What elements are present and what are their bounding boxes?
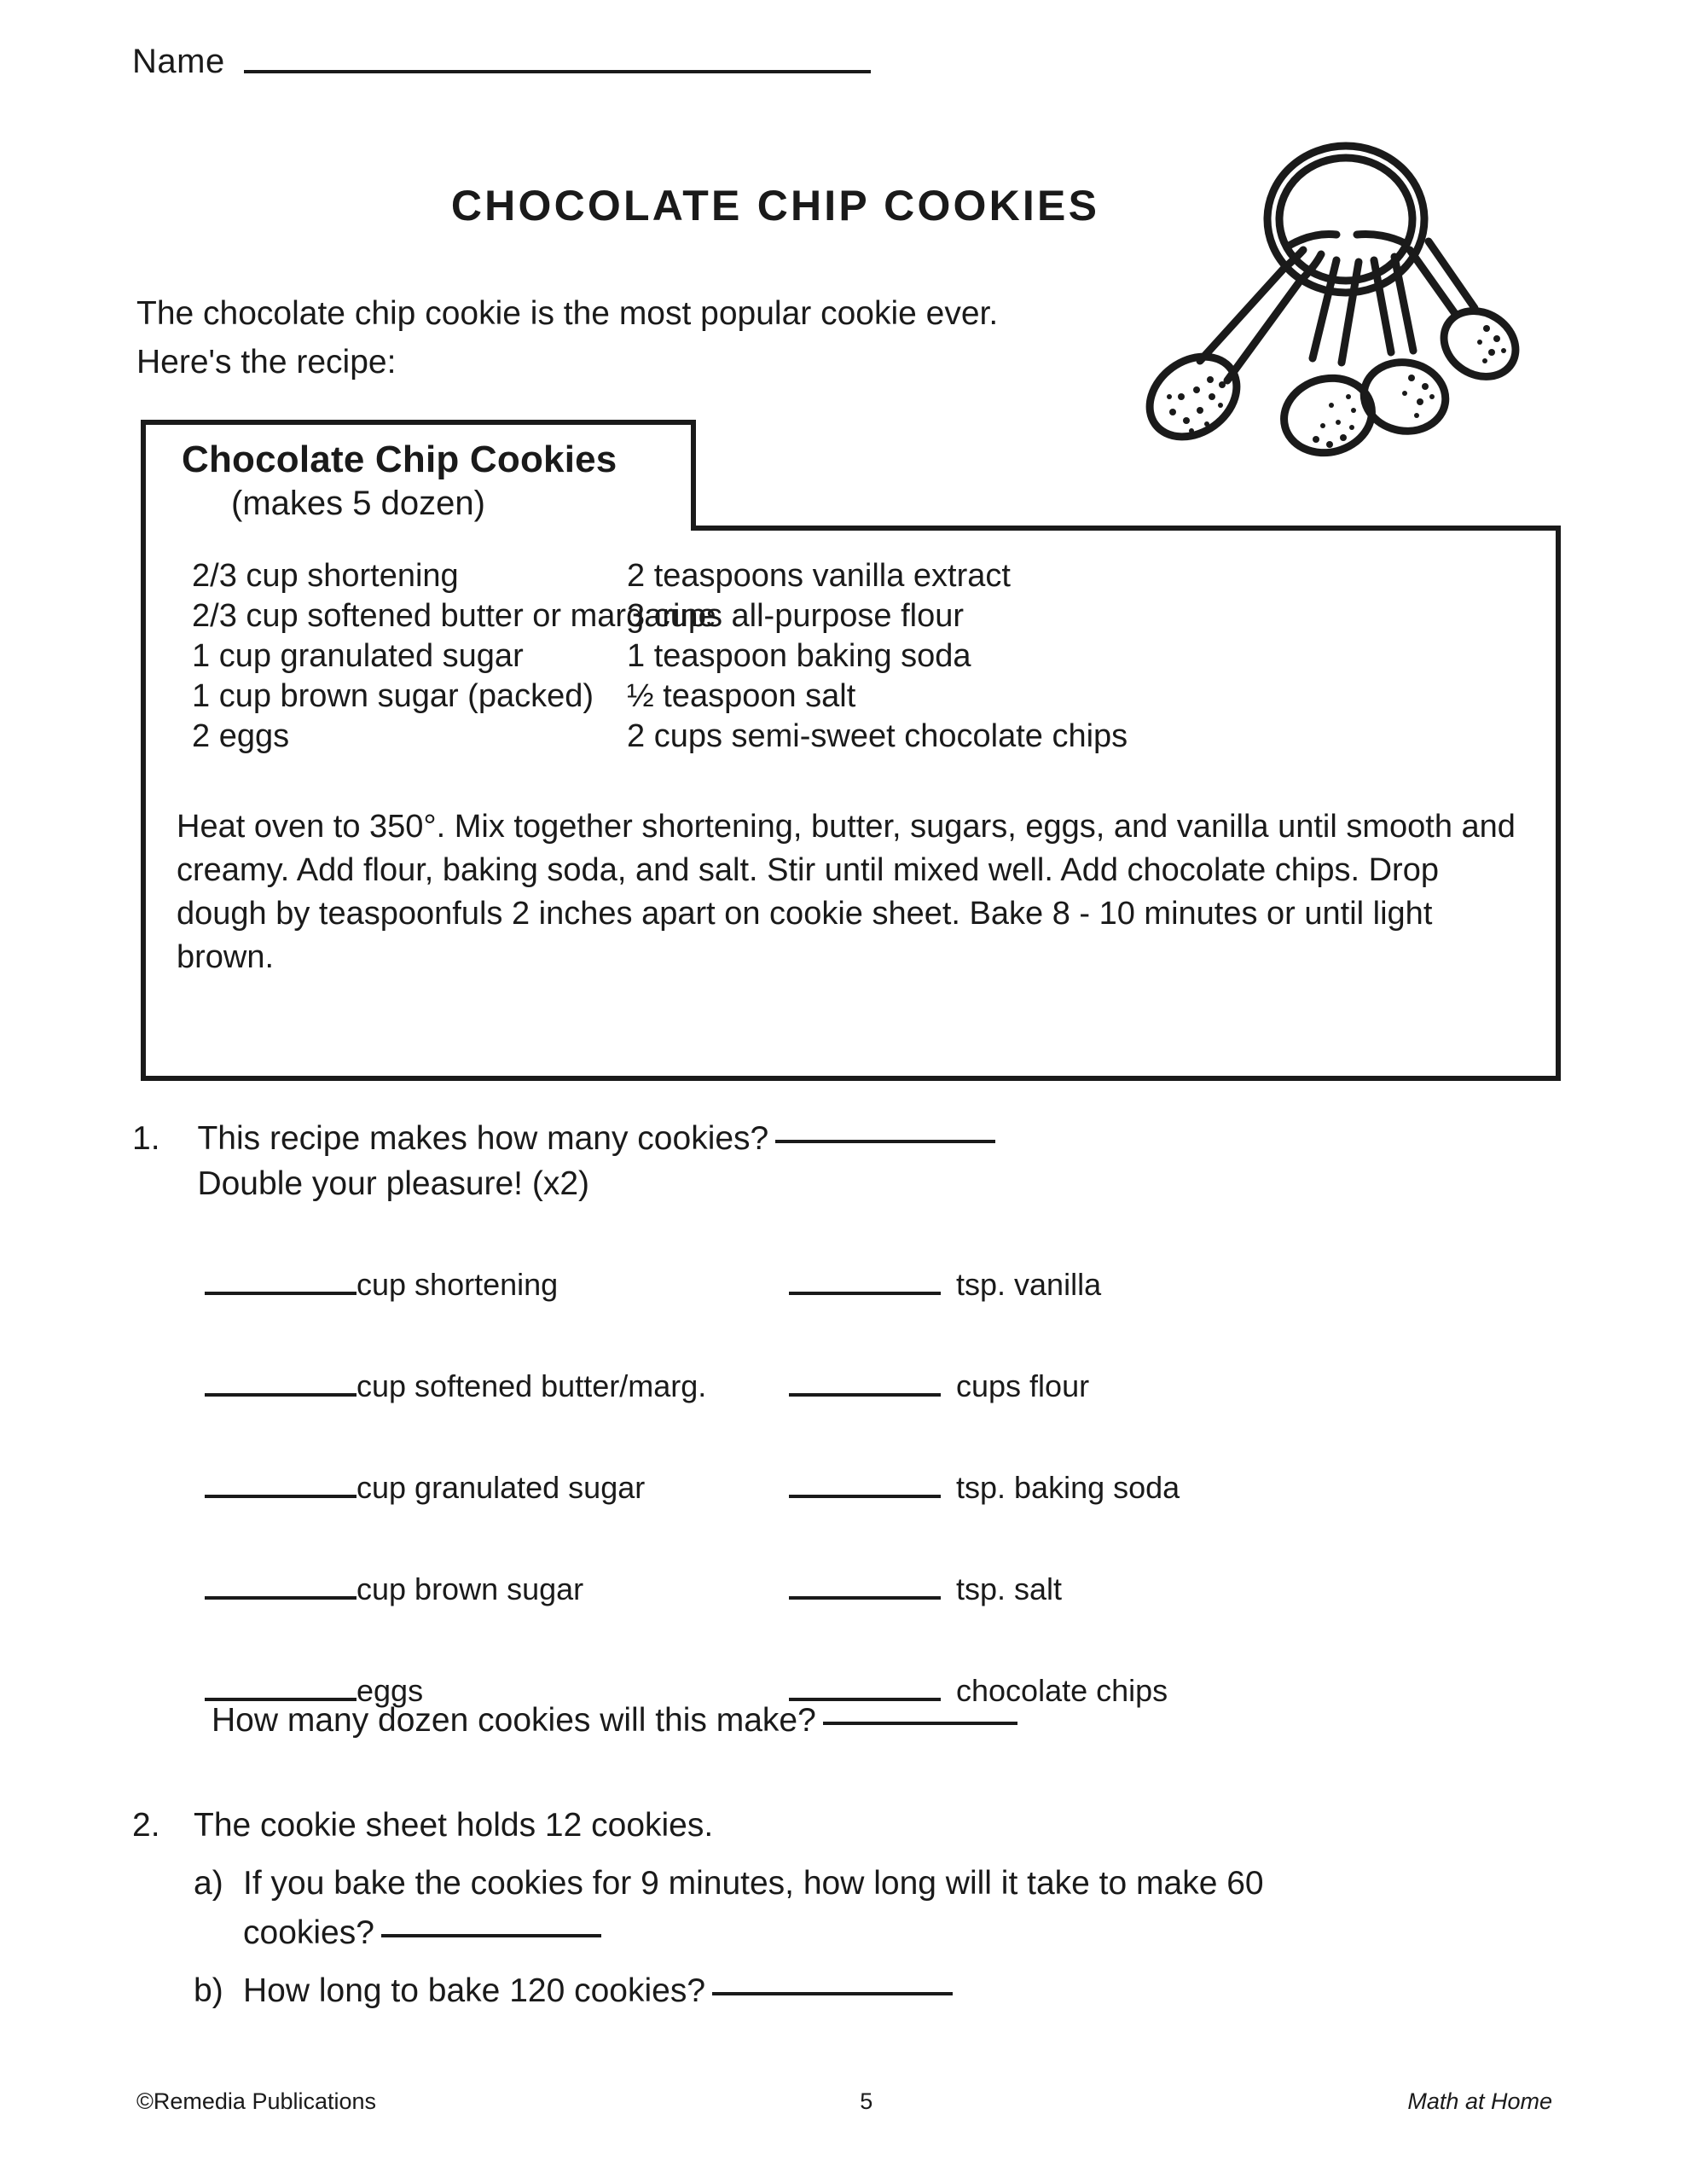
question-2a-row	[194, 1865, 1599, 1902]
doubled-ingredients-grid	[205, 1263, 1586, 1770]
doubled-row	[205, 1364, 1586, 1466]
doubled-label-right: tsp. baking soda	[956, 1470, 1180, 1505]
doubled-cell-right	[789, 1466, 1180, 1506]
ingredients-column-right	[610, 556, 1128, 758]
intro-text	[136, 290, 998, 387]
ingredient-item: 3 cups all-purpose flour	[627, 598, 964, 635]
doubled-blank-right[interactable]	[789, 1669, 941, 1701]
recipe-card-yield: (makes 5 dozen)	[231, 485, 485, 522]
name-label: Name	[132, 43, 225, 80]
ingredient-item: 1 teaspoon baking soda	[627, 638, 971, 675]
ingredient-item: 2/3 cup shortening	[192, 558, 459, 594]
doubled-blank-left[interactable]	[205, 1364, 357, 1397]
doubled-cell-left	[205, 1567, 789, 1607]
question-2b-label: b)	[194, 1972, 223, 2009]
ingredient-item: 1 cup brown sugar (packed)	[192, 678, 594, 715]
question-2b-answer-blank[interactable]	[712, 1992, 953, 1995]
ingredient-item: 2/3 cup softened butter or margarine	[192, 598, 716, 635]
question-1-number: 1.	[132, 1120, 160, 1157]
question-2b-text: How long to bake 120 cookies?	[243, 1972, 706, 2009]
question-1-subprompt: Double your pleasure! (x2)	[197, 1165, 590, 1202]
ingredients-list	[141, 556, 1561, 758]
question-1-answer-blank[interactable]	[775, 1140, 995, 1143]
question-2-prompt-row	[132, 1807, 1599, 1844]
doubled-label-right: tsp. vanilla	[956, 1267, 1102, 1302]
ingredients-column-left	[141, 556, 716, 758]
question-2a-continuation	[243, 1914, 1599, 1952]
doubled-cell-right	[789, 1364, 1089, 1404]
ingredient-item: ½ teaspoon salt	[627, 678, 856, 715]
dozen-answer-blank[interactable]	[823, 1722, 1017, 1725]
page-title: CHOCOLATE CHIP COOKIES	[450, 182, 1100, 229]
footer-book-title: Math at Home	[1407, 2088, 1552, 2114]
doubled-label-right: chocolate chips	[956, 1673, 1168, 1708]
doubled-blank-left[interactable]	[205, 1263, 357, 1295]
doubled-blank-right[interactable]	[789, 1466, 941, 1498]
doubled-cell-right	[789, 1263, 1101, 1303]
doubled-label-left: cup shortening	[357, 1267, 559, 1302]
doubled-blank-left[interactable]	[205, 1466, 357, 1498]
question-2	[132, 1807, 1599, 2010]
doubled-label-left: eggs	[357, 1673, 424, 1708]
question-1-prompt-row	[197, 1120, 997, 1157]
question-1	[132, 1120, 1582, 1203]
question-2-number: 2.	[132, 1807, 160, 1844]
ingredient-item: 2 teaspoons vanilla extract	[627, 558, 1011, 594]
doubled-blank-right[interactable]	[789, 1263, 941, 1295]
doubled-blank-right[interactable]	[789, 1567, 941, 1600]
recipe-card	[141, 420, 1561, 1081]
doubled-label-left: cup softened butter/marg.	[357, 1368, 707, 1403]
doubled-blank-left[interactable]	[205, 1567, 357, 1600]
ingredient-item: 2 eggs	[192, 718, 290, 755]
question-2a-text-cont: cookies?	[243, 1914, 374, 1951]
name-row	[132, 44, 871, 78]
doubled-cell-left	[205, 1263, 789, 1303]
intro-line-1: The chocolate chip cookie is the most popular cookie ever.	[136, 295, 999, 332]
doubled-cell-right	[789, 1567, 1062, 1607]
doubled-row	[205, 1263, 1586, 1364]
footer-page-number: 5	[860, 2088, 873, 2114]
doubled-row	[205, 1466, 1586, 1567]
doubled-label-left: cup brown sugar	[357, 1571, 584, 1606]
doubled-label-right: cups flour	[956, 1368, 1090, 1403]
name-write-in-blank[interactable]	[244, 70, 871, 73]
intro-line-2: Here's the recipe:	[136, 343, 397, 380]
doubled-label-left: cup granulated sugar	[357, 1470, 646, 1505]
ingredient-item: 1 cup granulated sugar	[192, 638, 524, 675]
ingredient-item: 2 cups semi-sweet chocolate chips	[627, 718, 1128, 755]
dozen-question-text: How many dozen cookies will this make?	[212, 1702, 816, 1739]
question-2a-text: If you bake the cookies for 9 minutes, how long will it take to make 60	[243, 1865, 1264, 1902]
page-footer	[136, 2088, 1552, 2115]
doubled-cell-left	[205, 1364, 789, 1404]
recipe-directions: Heat oven to 350°. Mix together shortening, butter, sugars, eggs, and vanilla until smooth and creamy. Add flour, baking soda, and salt. Stir until mixed well. Add chocolate chips. Drop dough by teaspoonfuls 2 inches apart on cookie sheet. Bake 8 - 10 minutes or until light brown.	[177, 809, 1516, 976]
dozen-question-row	[212, 1702, 1019, 1740]
question-2b-row	[194, 1972, 1599, 2010]
doubled-row	[205, 1567, 1586, 1669]
question-1-prompt: This recipe makes how many cookies?	[197, 1120, 769, 1157]
doubled-cell-left	[205, 1466, 789, 1506]
question-2a-answer-blank[interactable]	[381, 1934, 601, 1937]
question-2-prompt: The cookie sheet holds 12 cookies.	[194, 1807, 714, 1844]
recipe-card-title: Chocolate Chip Cookies	[182, 439, 617, 480]
question-1-body	[197, 1120, 997, 1203]
doubled-blank-left[interactable]	[205, 1669, 357, 1701]
footer-publisher: ©Remedia Publications	[136, 2088, 377, 2114]
doubled-blank-right[interactable]	[789, 1364, 941, 1397]
question-2a-label: a)	[194, 1865, 223, 1902]
doubled-label-right: tsp. salt	[956, 1571, 1063, 1606]
